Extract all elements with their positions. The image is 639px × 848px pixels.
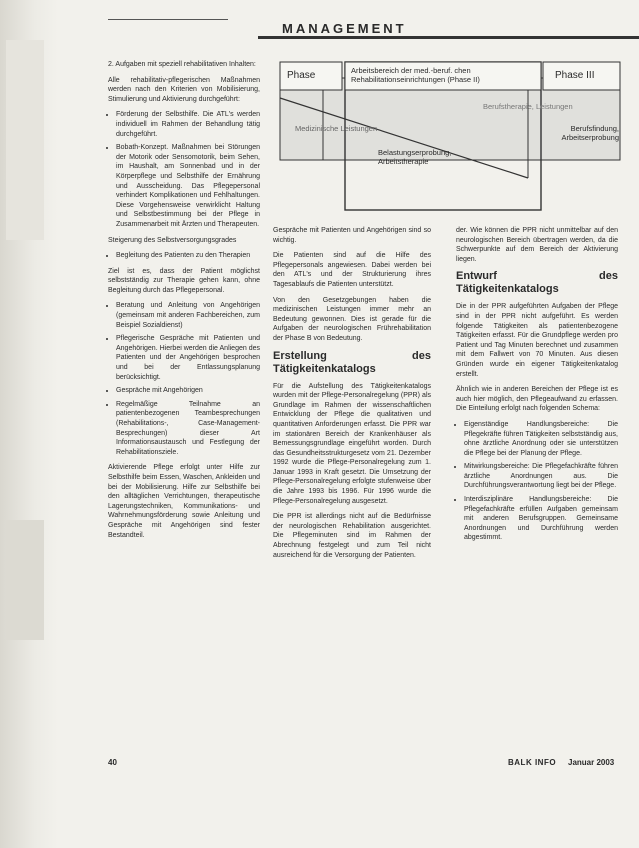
column-middle (273, 226, 431, 566)
binding-strip (6, 40, 44, 240)
label-berufsfindung: Berufsfindung, Arbeitserprobung (561, 124, 619, 142)
bullet-list (108, 301, 260, 457)
header-rule-left (108, 19, 228, 20)
phase-two-caption: Arbeitsbereich der med.-beruf. chen Rehabilitationseinrichtungen (Phase II) (351, 66, 480, 84)
section-heading: Erstellung des Tätigkeitenkatalogs (273, 349, 431, 375)
sub-heading: Steigerung des Selbstversorgungsgrades (108, 236, 237, 244)
intro-text: Alle rehabilitativ-pflegerischen Maßnahmen werden nach den Kriterien von Mobilisierung, Stimulierung und Aktivierung durchgeführt: (108, 76, 260, 103)
paragraph: Die in der PPR aufgeführten Aufgaben der Pflege sind in der PPR nicht aufgeführt. Es werden folgende Tätigkeiten als patientenbezogene Tätigkeiten erfasst. Für die Grundpflege werden pro Patient und Tag Minuten berechnet und zusammen mit dem Fallwert von 70 Minuten. Aus diesen Gründen wurde ein eigener Tätigkeitenkatalog erstellt. (456, 303, 618, 378)
footer-brand: BALK INFO (508, 758, 557, 767)
paragraph: Aktivierende Pflege erfolgt unter Hilfe zur Selbsthilfe beim Essen, Waschen, Ankleiden und bei der Mobilisierung. Hilfe zur Selbsthilfe bei den alltäglichen Verrichtungen, therapeutische Lagerungstechniken, Kommunikations- und Wahrnehmungsförderung sowie Anleitung und Gespräche mit Angehörigen sind fester Bestandteil. (108, 464, 260, 539)
bullet-list (108, 251, 260, 261)
binding-strip (6, 520, 44, 640)
column-right (456, 226, 618, 549)
list-item: • Pflegerische Gespräche mit Patienten und Angehörigen. Hierbei werden die Anliegen des Patienten und der Angehörigen besprochen und bei der Entlassungsplanung berücksichtigt. (116, 334, 260, 382)
phase-right-label: Phase III (555, 70, 595, 81)
footer-date: Januar 2003 (568, 758, 615, 767)
column-left (108, 60, 260, 546)
list-item: • Beratung und Anleitung von Angehörigen (gemeinsam mit anderen Fachbereichen, zum Beispiel Sozialdienst) (116, 301, 260, 330)
list-item: • Gespräche mit Angehörigen (116, 386, 260, 396)
list-item: • Eigenständige Handlungsbereiche: Die Pflegekräfte führen Tätigkeiten selbstständig aus, ohne ärztliche Anordnung oder sie unterstützen die Pflege bei der Planung der Pflege. (464, 420, 618, 458)
phase-diagram (273, 58, 623, 218)
section-title: MANAGEMENT (282, 21, 407, 36)
paragraph: Die Patienten sind auf die Hilfe des Pflegepersonals angewiesen. Dabei werden bei den ATL's und der Strukturierung ihres Tagesablaufs die Patienten unterstützt. (273, 252, 431, 288)
intro-heading: 2. Aufgaben mit speziell rehabilitativen Inhalten: (108, 61, 256, 68)
paragraph: der. Wie können die PPR nicht unmittelbar auf den neurologischen Bereich übertragen werden, da die Schwerpunkte auf dem Bereich der Aktivierung liegen. (456, 227, 618, 263)
header-rule (258, 36, 639, 39)
paragraph: Von den Gesetzgebungen haben die medizinischen Leistungen immer mehr an Bedeutung gewonnen. Dies ist gerade für die Aufgaben der neurologischen Frührehabilitation der Phase B von Bedeutung. (273, 296, 431, 342)
phase-left-label: Phase (287, 70, 316, 81)
list-item: • Förderung der Selbsthilfe. Die ATL's werden individuell im Rahmen der Behandlung tätig durchgeführt. (116, 110, 260, 139)
paragraph: Gespräche mit Patienten und Angehörigen sind so wichtig. (273, 227, 431, 244)
paragraph: Für die Aufstellung des Tätigkeitenkatalogs wurden mit der Pflege-Personalregelung (PPR) als Grundlage im Rahmen der wissenschaftlichen Entwicklung der Pflege die qualitativen und quantitativen Anforderungen erfasst. Die PPR war im stationären Bereich der Krankenhäuser als Bemessungsgrundlage eingeführt worden. Durch das Gesundheitsstrukturgesetz vom 21. Dezember 1992 wurde die Pflege-Personalregelung zum 1. Januar 1993 in Kraft gesetzt. Die Umsetzung der Pflege-Personalregelung erfolgte stufenweise über die Jahre 1993 bis 1996. Für 1996 wurde die Pflege-Personalregelung ausgesetzt. (273, 382, 431, 505)
paragraph: Ähnlich wie in anderen Bereichen der Pflege ist es auch hier möglich, den Pflegeaufwand zu erfassen. Die Einteilung erfolgt nach folgenden Schema: (456, 386, 618, 413)
list-item: • Interdisziplinäre Handlungsbereiche: Die Pflegefachkräfte erfüllen Aufgaben gemeinsam mit anderen Berufsgruppen. Gemeinsame Anordnungen und Durchführung werden abgestimmt. (464, 495, 618, 543)
page-number: 40 (108, 758, 117, 767)
bullet-list (456, 420, 618, 543)
book-binding-shadow (0, 0, 58, 848)
label-berufstherapie: Berufstherapie, Leistungen (483, 102, 573, 111)
paragraph: Ziel ist es, dass der Patient möglichst selbstständig zur Therapie gehen kann, ohne Begleitung durch das Pflegepersonal. (108, 267, 260, 294)
label-belastung: Belastungserprobung, Arbeitstherapie (378, 148, 452, 166)
paragraph: Die PPR ist allerdings nicht auf die Bedürfnisse der neurologischen Rehabilitation ausgerichtet. Die Pflegeminuten sind im Rahmen der Abrechnung festgelegt und zum Teil nicht ausreichend für die Versorgung der Patienten. (273, 513, 431, 559)
list-item: • Mitwirkungsbereiche: Die Pflegefachkräfte führen ärztliche Anordnungen aus. Die Durchführungsverantwortung liegt bei der Pflege. (464, 462, 618, 491)
bullet-list (108, 110, 260, 229)
list-item: • Bobath-Konzept. Maßnahmen bei Störungen der Motorik oder Sensomotorik, beim Sehen, im Haushalt, am Sonnenbad und in der Körperpflege und Selbsthilfe der Ernährung und Ausscheidung. Das Pflegepersonal verhindert Komplikationen und Fehlhaltungen. Diese Vorgehensweise verwirklicht Haltung und Selbstbestimmung bei der Pflege in Zusammenarbeit mit Ärzten und Therapeuten. (116, 143, 260, 229)
list-item: • Regelmäßige Teilnahme an patientenbezogenen Teambesprechungen (Rehabilitations-, Case-Management-Besprechungen) dieser Art Informationsaustausch und Festlegung der Rehabilitationsziele. (116, 400, 260, 458)
label-medizinisch: Medizinische Leistungen (295, 124, 378, 133)
list-item: • Begleitung des Patienten zu den Therapien (116, 251, 260, 261)
section-heading: Entwurf des Tätigkeitenkatalogs (456, 270, 618, 296)
